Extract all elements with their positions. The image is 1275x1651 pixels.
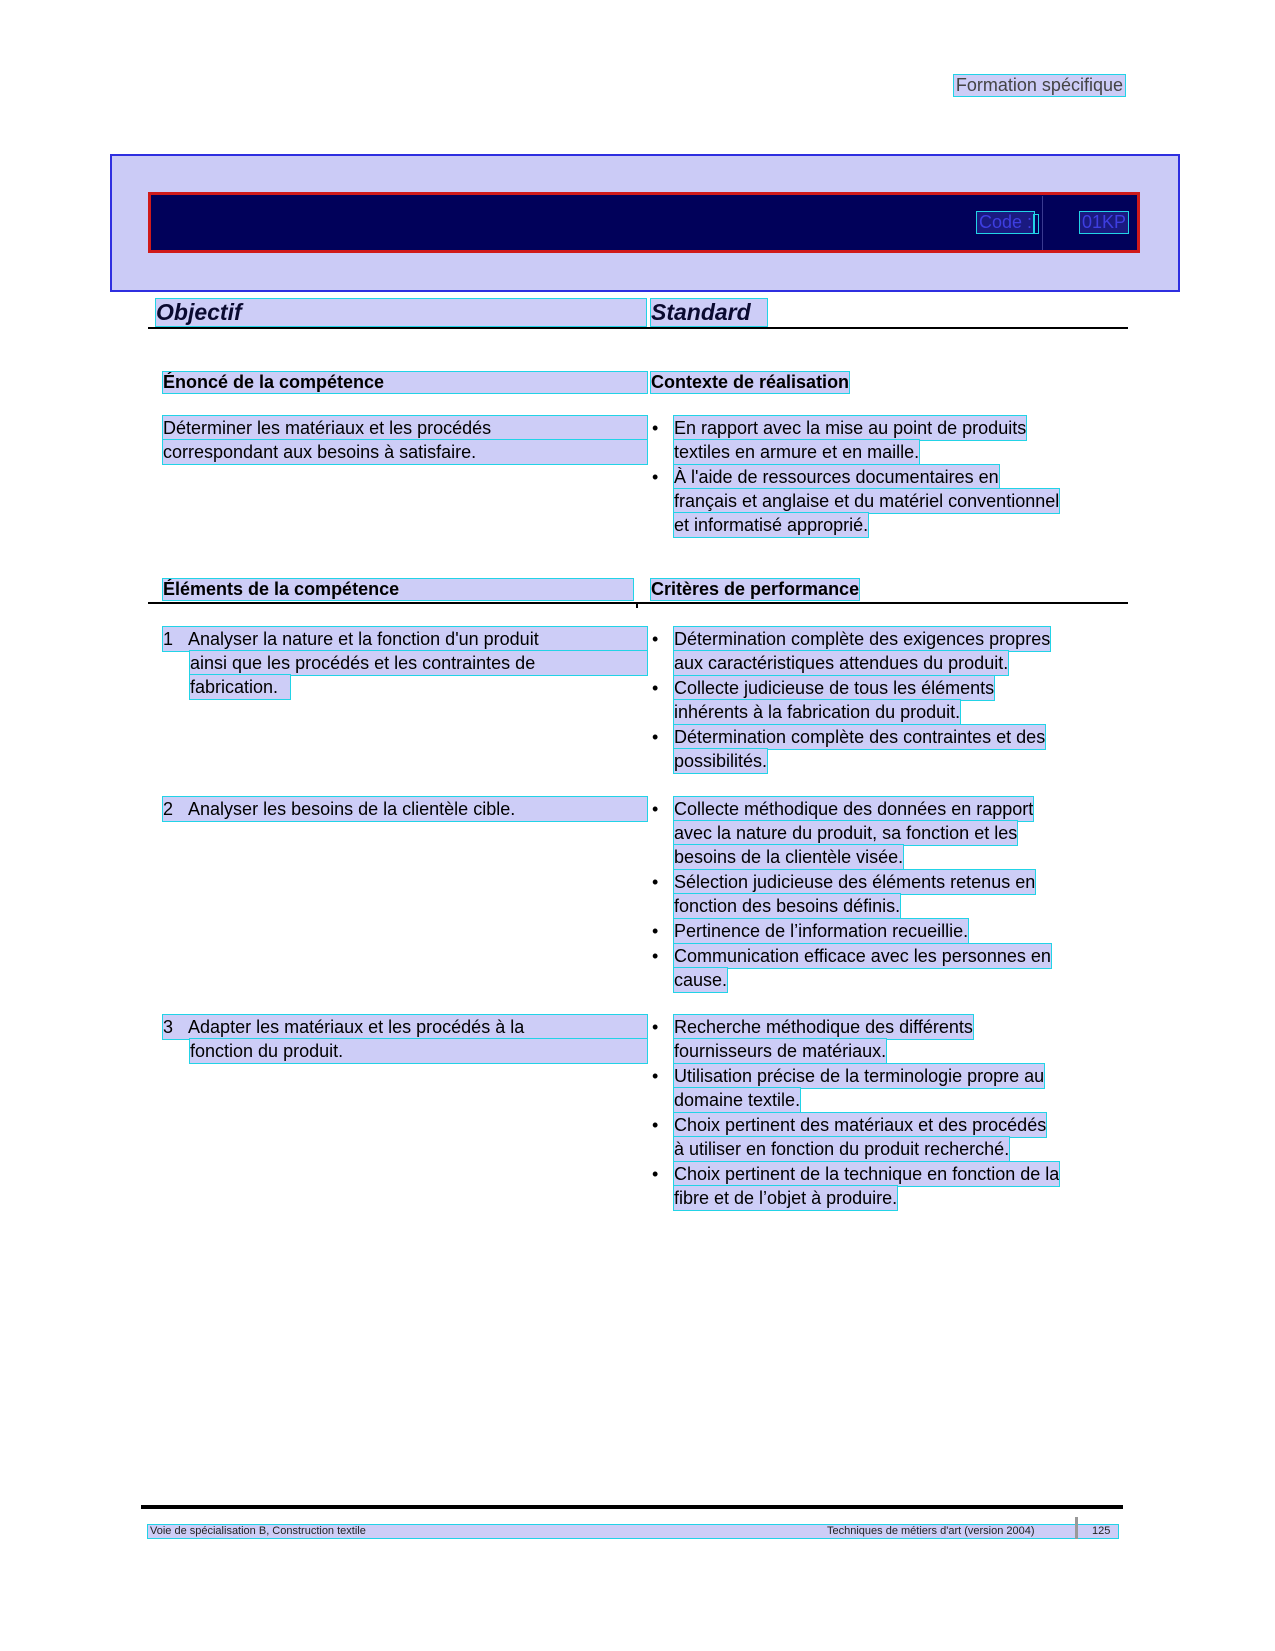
critere-item: • Recherche méthodique des différents bbox=[652, 1017, 973, 1037]
critere-item: • Pertinence de l’information recueillie. bbox=[652, 921, 969, 941]
critere-item: • Communication efficace avec les personnes en bbox=[652, 946, 1051, 966]
critere-item-cont: fournisseurs de matériaux. bbox=[674, 1041, 887, 1061]
critere-item-cont: besoins de la clientèle visée. bbox=[674, 847, 904, 867]
critere-item: • Collecte méthodique des données en rapport bbox=[652, 799, 1034, 819]
element-item-cont: fabrication. bbox=[190, 675, 290, 699]
critere-item: • Détermination complète des exigences propres bbox=[652, 629, 1051, 649]
enonce-title: Énoncé de la compétence bbox=[163, 372, 647, 393]
criteres-title: Critères de performance bbox=[651, 579, 860, 599]
elements-title: Éléments de la compétence bbox=[163, 579, 633, 600]
code-value: 01KP bbox=[1082, 212, 1127, 232]
objectif-heading: Objectif bbox=[156, 299, 646, 326]
elements-rule bbox=[148, 602, 1128, 604]
code-label: Code : bbox=[979, 212, 1033, 232]
element-item-cont: ainsi que les procédés et les contraintes de bbox=[190, 651, 647, 675]
critere-item-cont: à utiliser en fonction du produit recherché. bbox=[674, 1139, 1010, 1159]
element-item: 1 Analyser la nature et la fonction d'un produit bbox=[163, 627, 647, 651]
critere-item-cont: fibre et de l’objet à produire. bbox=[674, 1188, 898, 1208]
standard-heading: Standard bbox=[651, 299, 767, 326]
header-rule bbox=[148, 327, 1128, 329]
footer-right: Techniques de métiers d'art (version 2004) bbox=[827, 1525, 1035, 1537]
contexte-item: • En rapport avec la mise au point de produits bbox=[652, 418, 1027, 438]
critere-item-cont: cause. bbox=[674, 970, 728, 990]
page-number: 125 bbox=[1092, 1525, 1111, 1537]
critere-item: • Détermination complète des contraintes et des bbox=[652, 727, 1046, 747]
elements-rule-tick bbox=[636, 602, 638, 608]
footer-rule bbox=[141, 1505, 1123, 1509]
element-item: 2 Analyser les besoins de la clientèle cible. bbox=[163, 797, 647, 821]
critere-item-cont: avec la nature du produit, sa fonction et les bbox=[674, 823, 1018, 843]
enonce-line: correspondant aux besoins à satisfaire. bbox=[163, 440, 647, 464]
contexte-item-cont: français et anglaise et du matériel conventionnel bbox=[674, 491, 1060, 511]
element-item-cont: fonction du produit. bbox=[190, 1039, 647, 1063]
critere-item-cont: aux caractéristiques attendues du produit. bbox=[674, 653, 1009, 673]
element-item: 3 Adapter les matériaux et les procédés à la bbox=[163, 1015, 647, 1039]
critere-item-cont: inhérents à la fabrication du produit. bbox=[674, 702, 961, 722]
critere-item: • Utilisation précise de la terminologie propre au bbox=[652, 1066, 1045, 1086]
footer-left: Voie de spécialisation B, Construction textile bbox=[150, 1525, 366, 1537]
code-separator bbox=[1033, 214, 1039, 234]
contexte-item-cont: et informatisé approprié. bbox=[674, 515, 869, 535]
critere-item: • Sélection judicieuse des éléments retenus en bbox=[652, 872, 1036, 892]
critere-item: • Choix pertinent des matériaux et des procédés bbox=[652, 1115, 1047, 1135]
critere-item-cont: possibilités. bbox=[674, 751, 768, 771]
critere-item-cont: domaine textile. bbox=[674, 1090, 801, 1110]
header-divider bbox=[1042, 196, 1043, 250]
critere-item: • Collecte judicieuse de tous les éléments bbox=[652, 678, 995, 698]
critere-item: • Choix pertinent de la technique en fonction de la bbox=[652, 1164, 1060, 1184]
footer-separator bbox=[1075, 1517, 1078, 1539]
contexte-item: • À l'aide de ressources documentaires en bbox=[652, 467, 999, 487]
section-label: Formation spécifique bbox=[955, 75, 1123, 95]
critere-item-cont: fonction des besoins définis. bbox=[674, 896, 901, 916]
contexte-item-cont: textiles en armure et en maille. bbox=[674, 442, 920, 462]
contexte-title: Contexte de réalisation bbox=[651, 372, 850, 392]
enonce-line: Déterminer les matériaux et les procédés bbox=[163, 416, 647, 440]
